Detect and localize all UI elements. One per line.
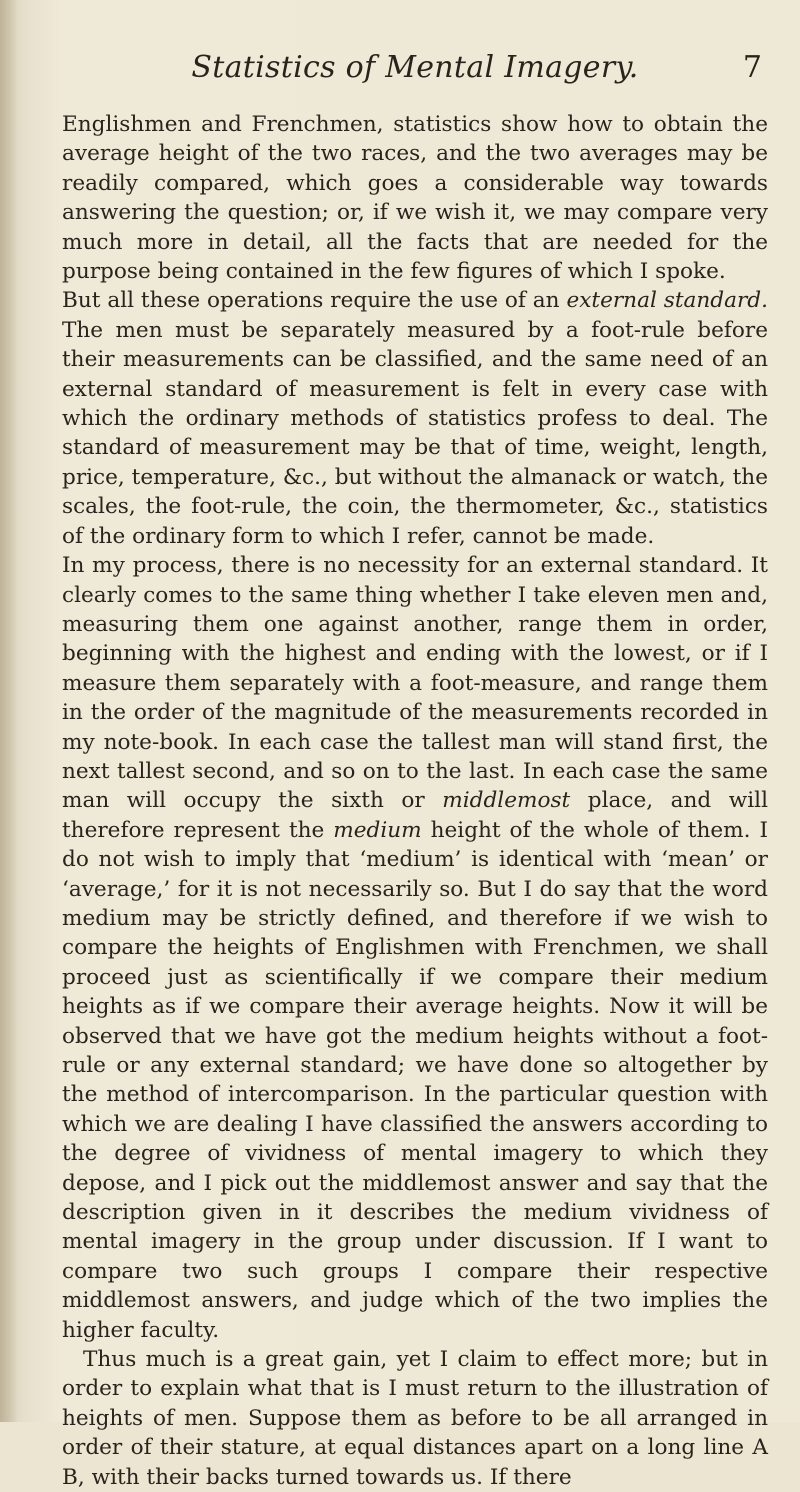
emphasis-middlemost: middlemost <box>442 788 571 814</box>
text-run: Thus much is a great gain, yet I claim to effect more; but in order to explain what that is I must return to the illustration of heights of men. Suppose them as before to be all arranged in order of their stature, at equal distances apart on a long line A B, with their backs turned towards us. If there <box>62 1347 768 1490</box>
running-header <box>62 50 768 94</box>
running-title: Statistics of Mental Imagery. <box>191 50 639 85</box>
paragraph-2 <box>62 286 768 551</box>
page-number: 7 <box>742 50 762 85</box>
text-run: place, and will therefore represent the <box>62 788 768 843</box>
text-run: The men must be separately measured by a foot-rule before their measurements can be classified, and the same need of an external standard of measurement is felt in every case with which the ordinary methods of statistics profess to deal. The standard of measurement may be that of time, weight, length, price, temperature, &c., but without the almanack or watch, the scales, the foot-rule, the coin, the thermometer, &c., statistics of the ordinary form to which I refer, cannot be made. <box>62 317 768 549</box>
paragraph-4 <box>62 1345 768 1492</box>
text-run: height of the whole of them. I do not wish to imply that ‘medium’ is identical with ‘mean’ or ‘average,’ for it is not necessarily so. But I do say that the word medium may be strictly defined, and therefore if we wish to compare the heights of Englishmen with Frenchmen, we shall proceed just as scientifically if we compare their medium heights as if we compare their average heights. Now it will be observed that we have got the medium heights without a foot-rule or any external standard; we have done so altogether by the method of intercomparison. In the particular question with which we are dealing I have classified the answers according to the degree of vividness of mental imagery to which they depose, and I pick out the middlemost answer and say that the description given in it describes the medium vividness of mental imagery in the group under discussion. If I want to compare two such groups I compare their respective middlemost answers, and judge which of the two implies the higher faculty. <box>62 817 768 1343</box>
paragraph-1 <box>62 110 768 286</box>
emphasis-medium: medium <box>333 817 422 843</box>
emphasis-external-standard: external standard. <box>566 288 768 314</box>
text-run: But all these operations require the use of an <box>62 288 567 314</box>
text-run: Englishmen and Frenchmen, statistics show how to obtain the average height of the two races, and the two averages may be readily compared, which goes a considerable way towards answering the question; or, if we wish it, we may compare very much more in detail, all the facts that are needed for the purpose being contained in the few figures of which I spoke. <box>62 112 768 285</box>
body-text <box>62 110 768 1492</box>
binding-shadow <box>0 0 18 1422</box>
text-run: In my process, there is no necessity for an external standard. It clearly comes to the same thing whether I take eleven men and, measuring them one against another, range them in order, beginning with the highest and ending with the lowest, or if I measure them separately with a foot-measure, and range them in the order of the magnitude of the measurements recorded in my note-book. In each case the tallest man will stand first, the next tallest second, and so on to the last. In each case the same man will occupy the sixth or <box>62 553 768 814</box>
paragraph-3 <box>62 551 768 1345</box>
